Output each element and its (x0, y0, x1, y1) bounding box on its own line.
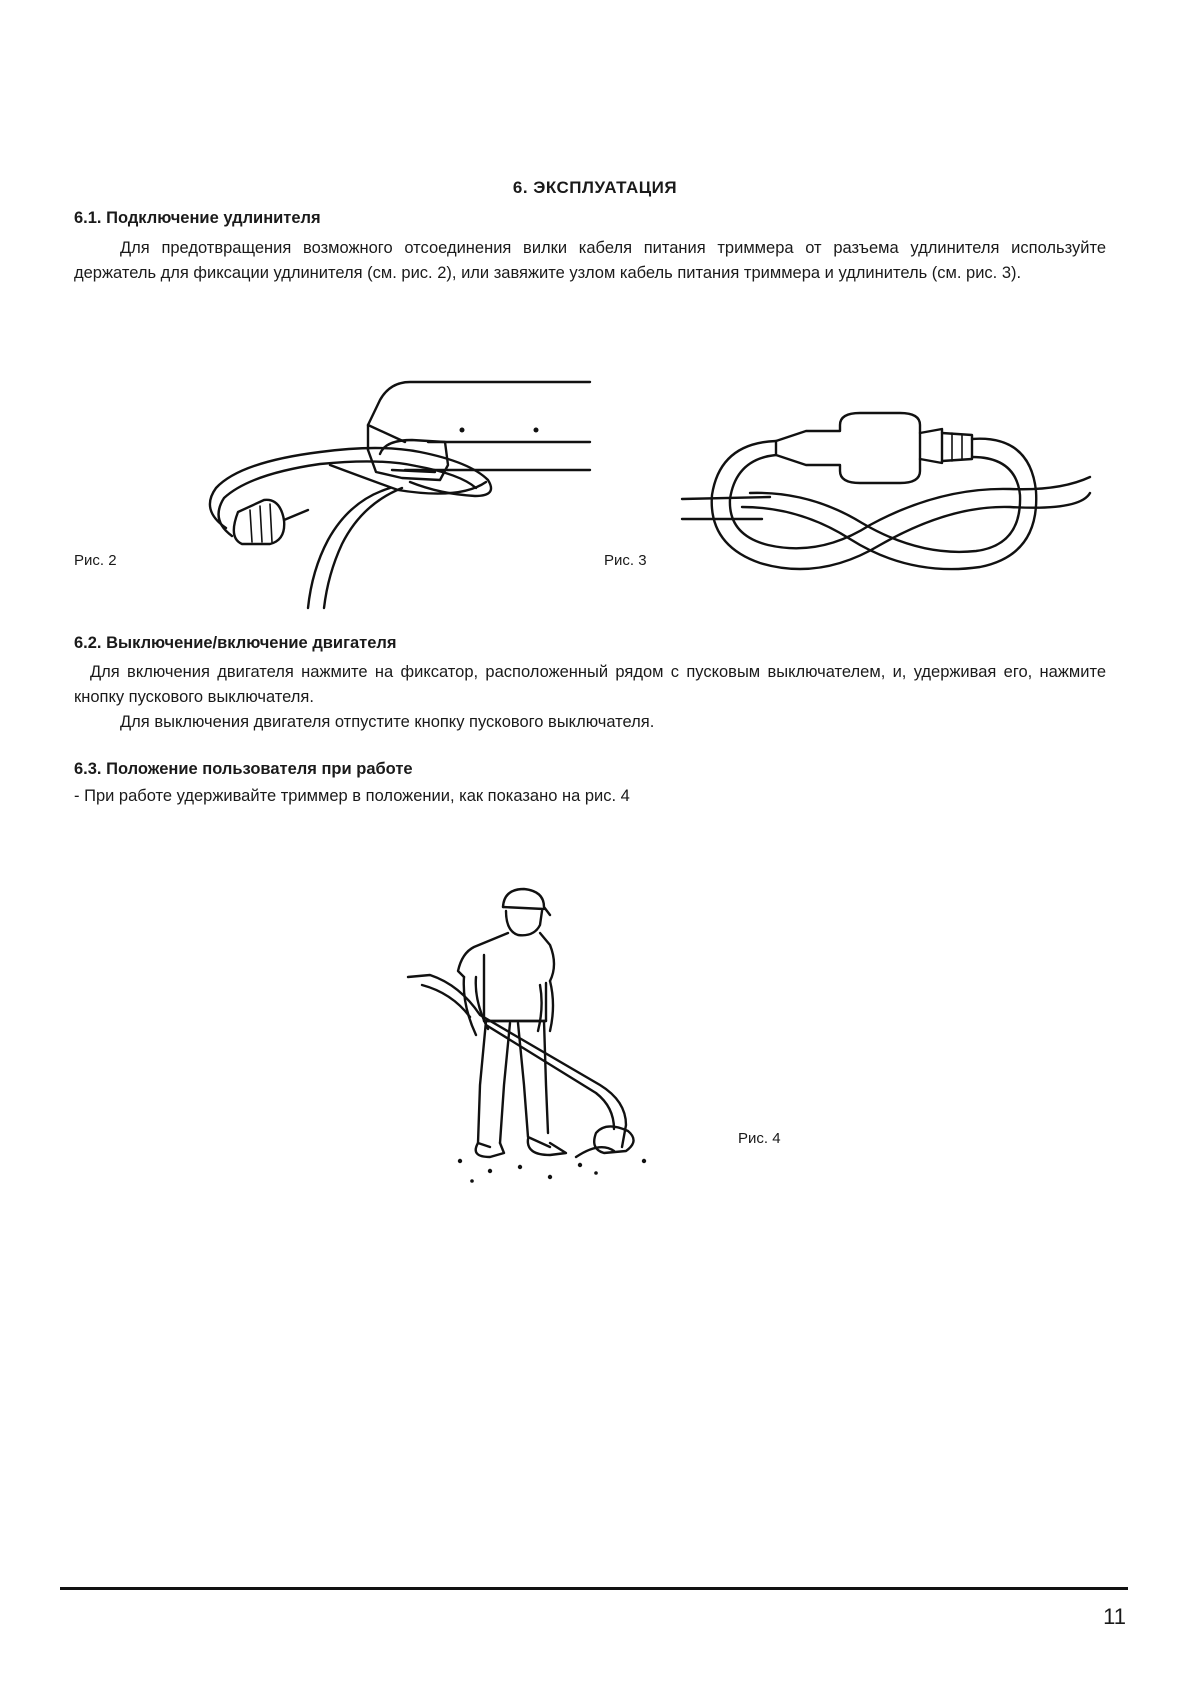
figure-3-caption: Рис. 3 (604, 552, 647, 569)
paragraph-6-2-off: Для выключения двигателя отпустите кнопку пускового выключателя. (120, 713, 655, 731)
paragraph-6-1: Для предотвращения возможного отсоединения вилки кабеля питания триммера от разъема удлинителя используйте держатель для фиксации удлинителя (см. рис. 2), или завяжите узлом кабель питания триммера и удлинитель (см. рис. 3). (74, 239, 1106, 282)
figure-4-operator-position (400, 885, 690, 1195)
figure-3-cable-knot (680, 395, 1100, 620)
heading-6-1: 6.1. Подключение удлинителя (74, 209, 321, 227)
paragraph-6-3: - При работе удерживайте триммер в положении, как показано на рис. 4 (74, 787, 630, 805)
heading-6-3: 6.3. Положение пользователя при работе (74, 760, 413, 778)
section-title: 6. ЭКСПЛУАТАЦИЯ (512, 178, 678, 197)
footer-rule (60, 1587, 1128, 1590)
figure-2-cable-holder (180, 370, 600, 610)
heading-6-2: 6.2. Выключение/включение двигателя (74, 634, 397, 652)
figure-2-caption: Рис. 2 (74, 552, 117, 569)
paragraph-6-2-on: Для включения двигателя нажмите на фиксатор, расположенный рядом с пусковым выключателем, и, удерживая его, нажмите кнопку пускового выключателя. (74, 663, 1106, 706)
page-number: 11 (1103, 1604, 1126, 1629)
figure-4-caption: Рис. 4 (738, 1130, 781, 1147)
